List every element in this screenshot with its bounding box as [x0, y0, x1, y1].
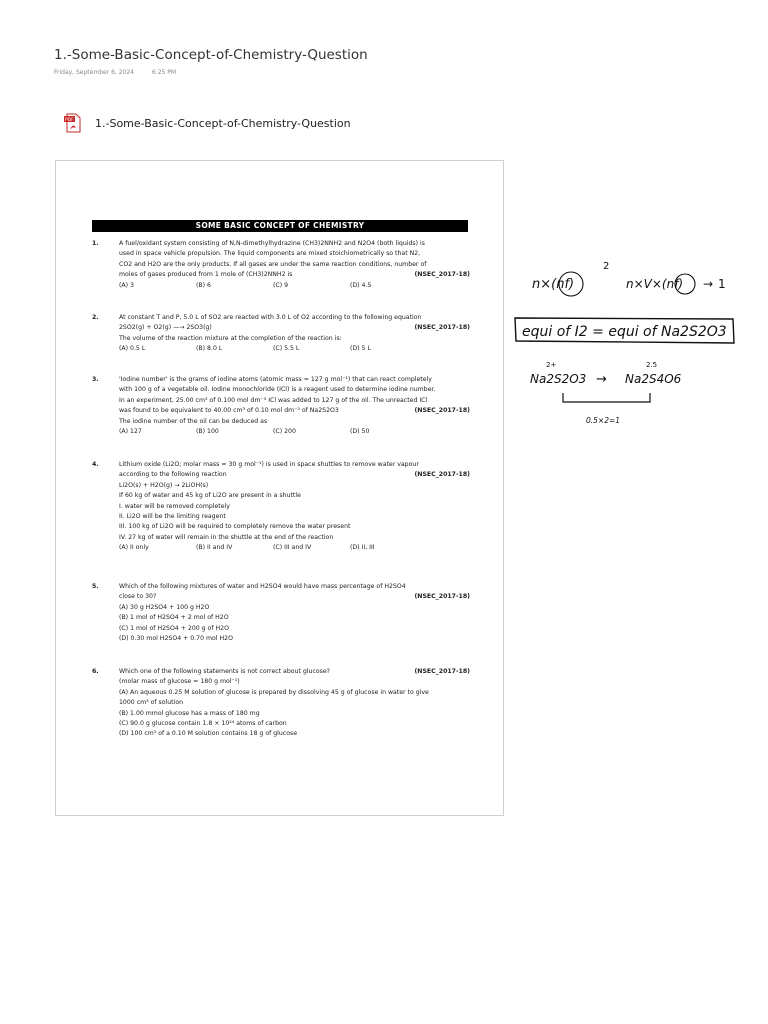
question-text-line: used in space vehicle propulsion. The liquid components are mixed stoichiometrically so that N2,	[119, 250, 421, 258]
page-time: 6:25 PM	[151, 69, 177, 76]
ink-reaction	[530, 361, 682, 425]
question-text-line: (molar mass of glucose = 180 g mol⁻¹)	[119, 678, 240, 686]
question-1	[92, 239, 470, 291]
question-text-line: was found to be equivalent to 40.00 cm³ of 0.10 mol dm⁻³ of Na2S2O3	[119, 407, 339, 415]
options-row	[119, 344, 470, 354]
question-text-line: CO2 and H2O are the only products. If all gases are under the same reaction conditions, number of	[119, 260, 427, 268]
option: (B) 100	[196, 428, 219, 436]
handwritten-notes	[508, 255, 768, 435]
option: 1000 cm³ of solution	[119, 699, 184, 707]
option: (B) 8.0 L	[196, 345, 223, 353]
option: (C) 90.0 g glucose contain 1.8 × 10²⁴ atoms of carbon	[119, 720, 287, 728]
question-text-line: II. Li2O will be the limiting reagent	[119, 513, 226, 521]
option: (D) 4.5	[350, 281, 372, 289]
option: (A) 3	[119, 281, 134, 289]
question-text-line: I. water will be removed completely	[119, 502, 230, 510]
pdf-page-preview[interactable]	[55, 160, 504, 816]
ink-reactant: Na2S2O3	[530, 372, 587, 386]
question-text-line: 'Iodine number' is the grams of iodine atoms (atomic mass = 127 g mol⁻¹) that can react completely	[119, 376, 432, 383]
ink-arrow-one: →	[703, 277, 714, 291]
page-meta	[54, 69, 176, 76]
option: (D) 5 L	[350, 345, 371, 353]
option: (D) 50	[350, 428, 370, 436]
question-number: 3.	[92, 376, 99, 383]
page-date: Friday, September 6, 2024	[54, 69, 134, 76]
option: (A) An aqueous 0.25 M solution of glucose is prepared by dissolving 45 g of glucose in water to give	[119, 688, 429, 696]
question-text-line: At constant T and P, 5.0 L of SO2 are reacted with 3.0 L of O2 according to the following equation	[119, 314, 422, 321]
question-text-line: IV. 27 kg of water will remain in the shuttle at the end of the reaction	[119, 533, 334, 541]
question-number: 4.	[92, 461, 99, 468]
ink-ox-product: 2.5	[646, 361, 658, 369]
question-text-line: moles of gases produced from 1 mole of (CH3)2NNH2 is	[119, 271, 293, 279]
option: (D) 0.30 mol H2SO4 + 0.70 mol H2O	[119, 635, 233, 643]
question-4	[92, 460, 470, 554]
option: (C) 9	[273, 281, 289, 289]
question-text-line: A fuel/oxidant system consisting of N,N-dimethylhydrazine (CH3)2NNH2 and N2O4 (both liquids) is	[119, 240, 425, 247]
question-6	[92, 667, 470, 740]
option: (B) II and IV	[196, 544, 233, 552]
option: (C) 200	[273, 428, 296, 436]
question-number: 6.	[92, 668, 99, 675]
ink-arrow: →	[596, 372, 607, 387]
ink-nf-right: n×V×(nf)	[626, 277, 684, 291]
question-text-line: Which of the following mixtures of water and H2SO4 would have mass percentage of H2SO4	[119, 583, 406, 590]
ink-boxed-equation	[515, 318, 734, 343]
question-text-line: Li2O(s) + H2O(g) → 2LiOH(s)	[119, 481, 209, 489]
ink-ox-reactant: 2+	[546, 361, 557, 369]
document-banner: SOME BASIC CONCEPT OF CHEMISTRY	[92, 220, 468, 232]
question-text-line: III. 100 kg of Li2O will be required to completely remove the water present	[119, 523, 351, 531]
ink-line-1	[532, 261, 726, 296]
question-text-line: Which one of the following statements is not correct about glucose?	[119, 668, 330, 675]
page-title: 1.-Some-Basic-Concept-of-Chemistry-Question	[54, 47, 368, 63]
ink-equivalent-text: equi of I2 = equi of Na2S2O3	[522, 324, 727, 340]
source-tag: (NSEC_2017-18)	[414, 324, 470, 332]
option: (A) 0.5 L	[119, 345, 146, 353]
option: (C) 1 mol of H2SO4 + 200 g of H2O	[119, 624, 229, 632]
source-tag: (NSEC_2017-18)	[414, 471, 470, 479]
svg-text:PDF: PDF	[65, 118, 74, 123]
option: (B) 1.00 mmol glucose has a mass of 180 mg	[119, 709, 260, 717]
question-number: 2.	[92, 314, 99, 321]
option: (B) 6	[196, 281, 211, 289]
question-text-line: with 100 g of a vegetable oil. Iodine monochloride (ICl) is a reagent used to determine iodine number.	[119, 386, 436, 394]
ink-sup-left: 2	[603, 261, 610, 272]
options-row	[119, 543, 470, 553]
source-tag: (NSEC_2017-18)	[414, 668, 470, 675]
source-tag: (NSEC_2017-18)	[414, 271, 470, 279]
question-2	[92, 313, 470, 355]
question-text-line: The iodine number of the oil can be deduced as	[119, 417, 268, 425]
option: (C) 5.5 L	[273, 345, 300, 353]
question-text-line: In an experiment, 25.00 cm³ of 0.100 mol dm⁻³ ICl was added to 127 g of the oil. The unreacted ICl	[119, 396, 428, 404]
option: (B) 1 mol of H2SO4 + 2 mol of H2O	[119, 614, 229, 622]
question-number: 1.	[92, 240, 99, 247]
option: (A) 30 g H2SO4 + 100 g H2O	[119, 603, 210, 611]
option: (C) III and IV	[273, 544, 312, 552]
ink-sup-right: 1	[718, 277, 726, 291]
option: (A) 127	[119, 428, 142, 436]
option: (A) II only	[119, 544, 149, 552]
question-text-line: The volume of the reaction mixture at the completion of the reaction is:	[119, 334, 342, 342]
question-3	[92, 375, 470, 437]
question-text-line: 2SO2(g) + O2(g) —→ 2SO3(g)	[119, 324, 212, 332]
question-number: 5.	[92, 583, 99, 590]
question-5	[92, 582, 470, 644]
question-text-line: according to the following reaction	[119, 471, 227, 479]
options-row	[119, 281, 470, 291]
source-tag: (NSEC_2017-18)	[414, 593, 470, 601]
ink-product: Na2S4O6	[625, 372, 682, 386]
question-text-line: If 60 kg of water and 45 kg of Li2O are present in a shuttle	[119, 492, 301, 500]
attachment-name[interactable]: 1.-Some-Basic-Concept-of-Chemistry-Question	[95, 117, 351, 130]
ink-nf-left: n×(nf)	[532, 277, 575, 292]
options-row	[119, 427, 470, 437]
pdf-file-icon[interactable]	[64, 113, 82, 133]
option: (D) II, III	[350, 544, 375, 552]
question-text-line: close to 30?	[119, 593, 157, 601]
source-tag: (NSEC_2017-18)	[414, 407, 470, 415]
question-text-line: Lithium oxide (Li2O; molar mass = 30 g mol⁻¹) is used in space shuttles to remove water vapour	[119, 461, 419, 468]
option: (D) 100 cm³ of a 0.10 M solution contains 18 g of glucose	[119, 730, 298, 738]
ink-nf-note: 0.5×2=1	[586, 416, 621, 425]
